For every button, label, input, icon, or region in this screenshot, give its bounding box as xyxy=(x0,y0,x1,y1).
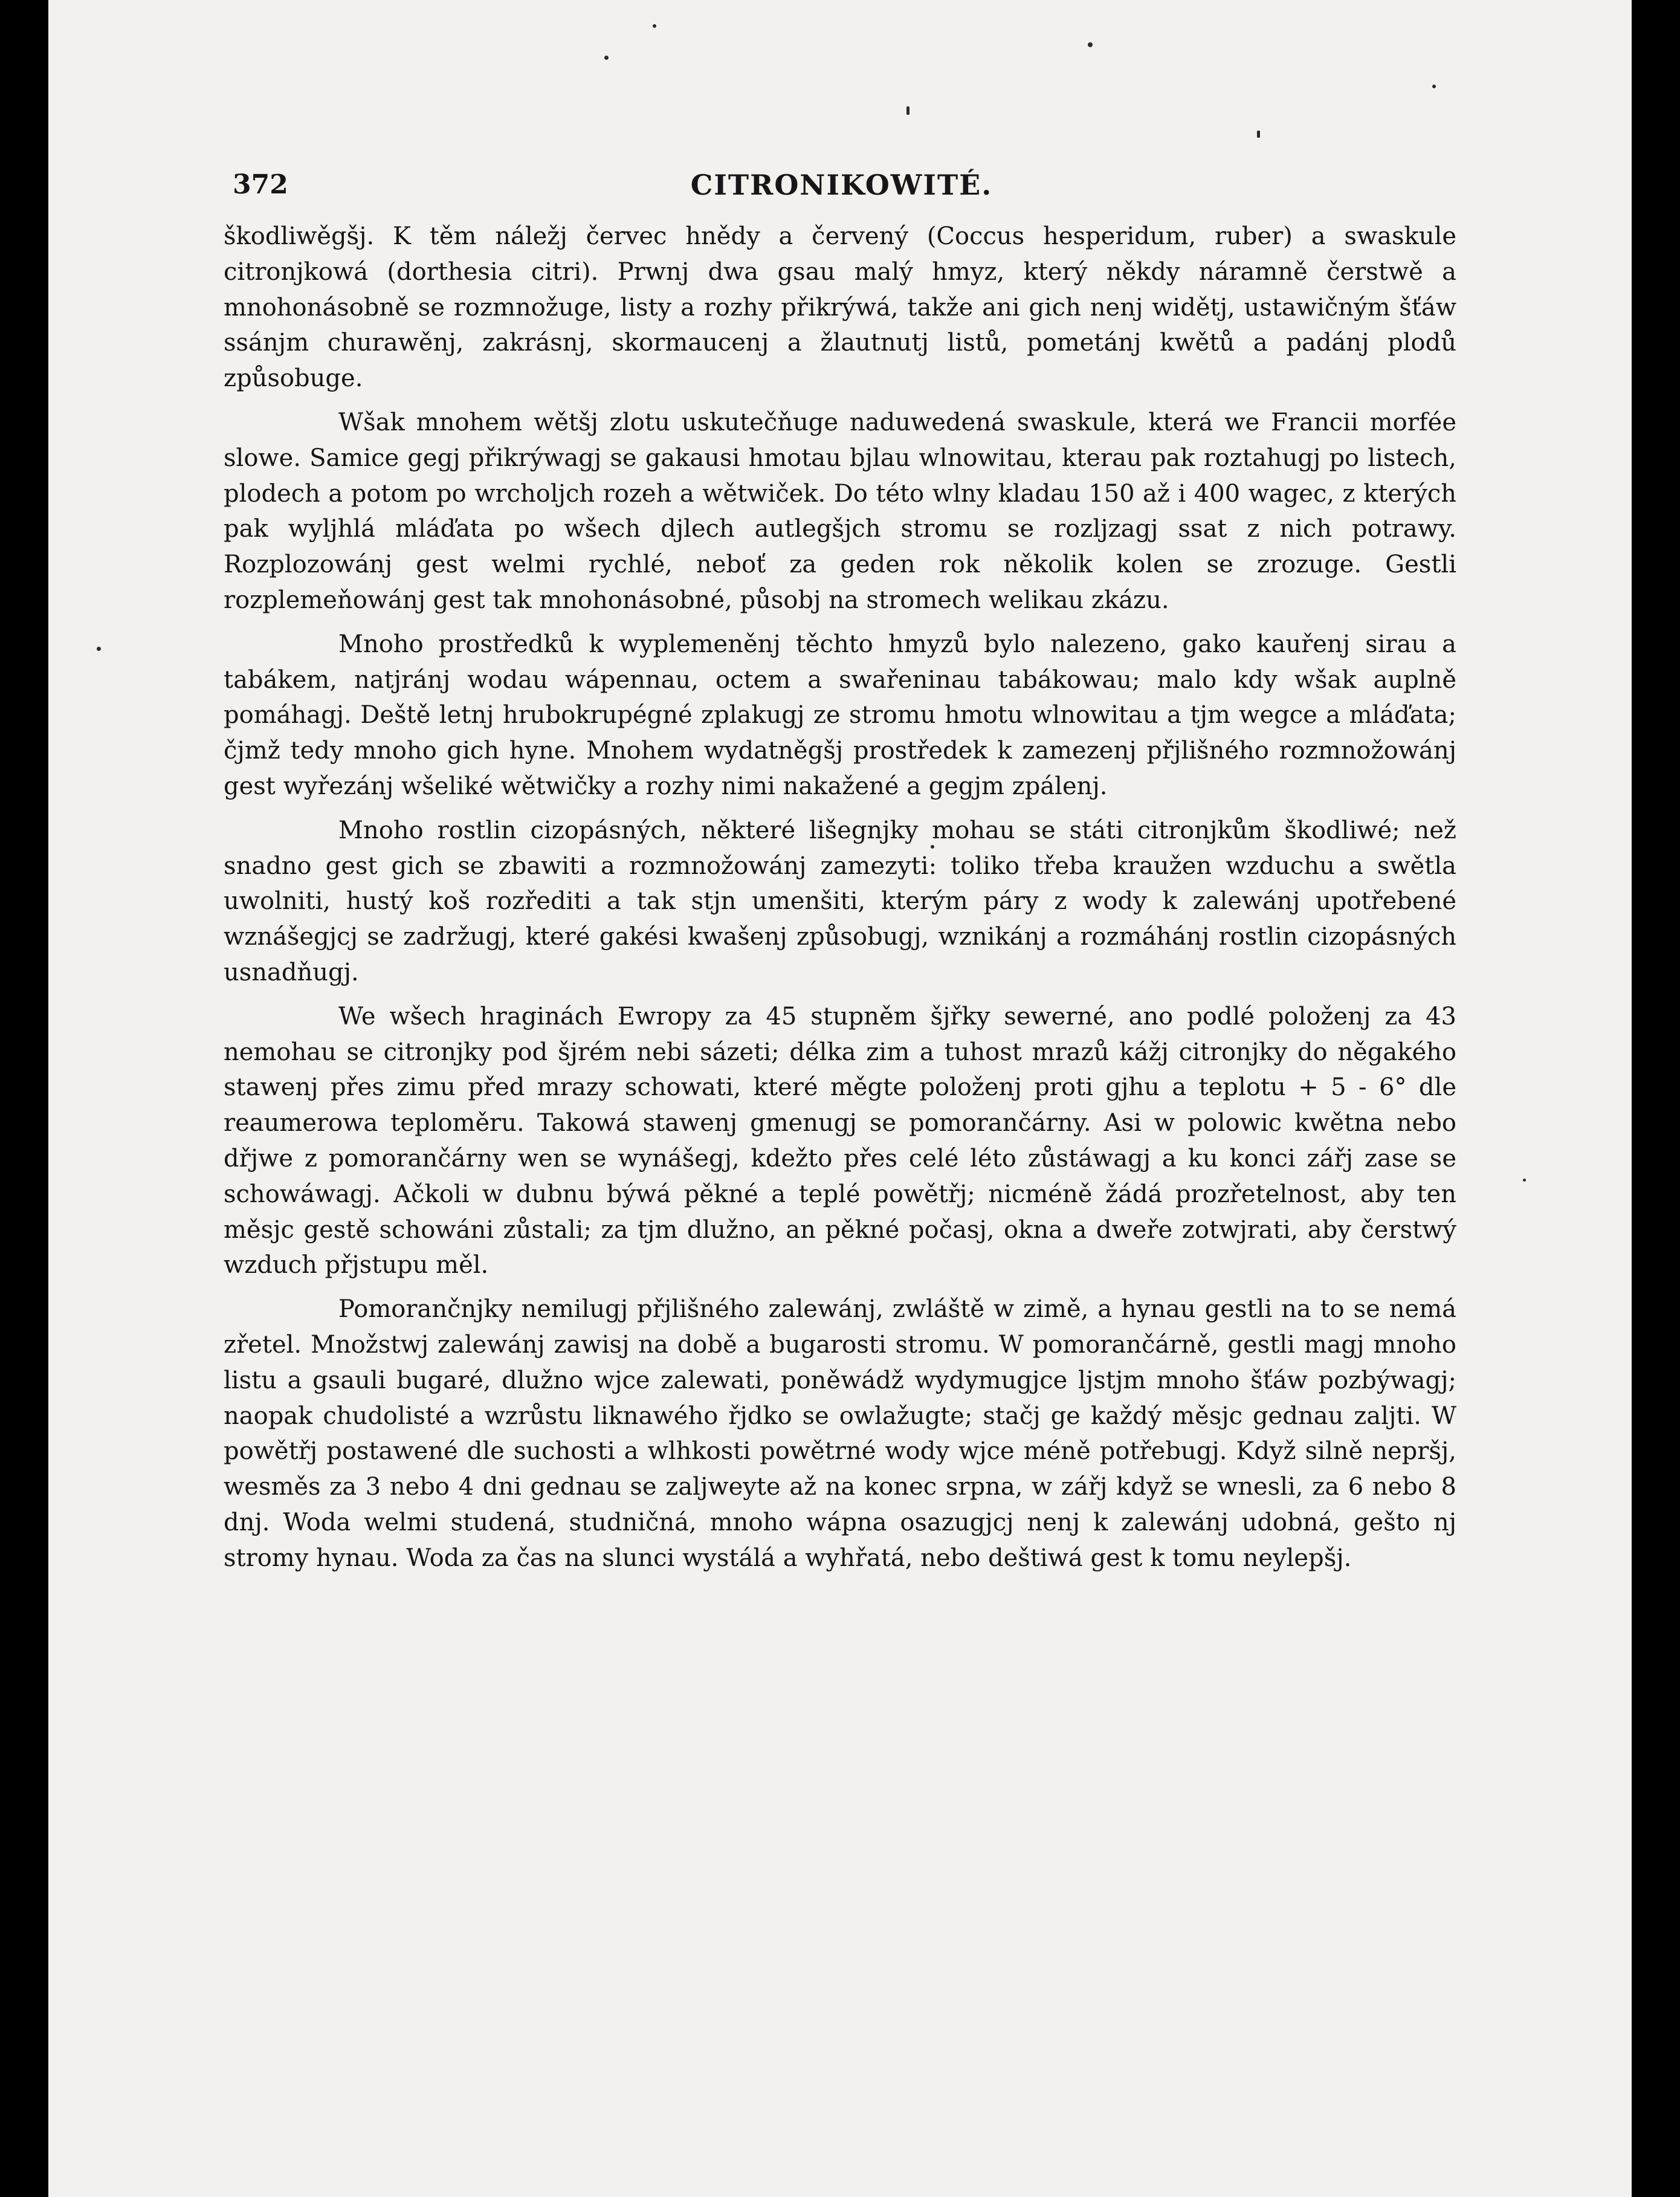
ink-speck xyxy=(1523,1179,1526,1182)
ink-speck xyxy=(97,647,101,651)
paragraph-remedies: Mnoho prostředků k wyplemeněnj těchto hmyzů bylo nalezeno, gako kauřenj sirau a tabákem, natjránj wodau wápennau, octem a swařeninau tabákowau; malo kdy wšak auplně pomáhagj. Deště letnj hrubokrupégné zplakugj ze stromu hmotu wlnowitau a tjm wegce a mláďata; čjmž tedy mnoho gich hyne. Mnohem wydatněgšj prostředek k zamezenj přjlišného rozmnožowánj gest wyřezánj wšeliké wětwičky a rozhy nimi nakažené a gegjm zpálenj. xyxy=(224,630,1456,800)
page-number: 372 xyxy=(233,169,288,200)
paragraph-orangery: We wšech hraginách Ewropy za 45 stupněm šjřky sewerné, ano podlé položenj za 43 nemohau se citronjky pod šjrém nebi sázeti; délka zim a tuhost mrazů kážj citronjky do něgakého stawenj přes zimu před mrazy schowati, které měgte položenj proti gjhu a teplotu + 5 - 6° dle reaumerowa teploměru. Takowá stawenj gmenugj se pomorančárny. Asi w polowic kwětna nebo dřjwe z pomorančárny wen se wynášegj, kdežto přes celé léto zůstáwagj a ku konci zářj zase se schowáwagj. Ačkoli w dubnu býwá pěkné a teplé powětřj; nicméně žádá prozřetelnost, aby ten měsjc gestě schowáni zůstali; za tjm dlužno, an pěkné počasj, okna a dweře zotwjrati, aby čerstwý wzduch přjstupu měl. xyxy=(224,1002,1456,1280)
body-text xyxy=(224,219,1456,1584)
paragraph-parasitic-plants: Mnoho rostlin cizopásných, některé lišegnjky mohau se státi citronjkům škodliwé; než snadno gest gich se zbawiti a rozmnožowánj zamezyti: toliko třeba kraužen wzduchu a swětla uwolniti, hustý koš rozřediti a tak stjn umenšiti, kterým páry z wody k zalewánj upotřebené wznášegjcj se zadržugj, které gakési kwašenj způsobugj, wznikánj a rozmáhánj rostlin cizopásných usnadňugj. xyxy=(224,816,1456,986)
page-header xyxy=(233,161,1450,209)
running-title: CITRONIKOWITÉ. xyxy=(690,169,993,201)
paragraph-morfee: Wšak mnohem wětšj zlotu uskutečňuge naduwedená swaskule, která we Francii morfée slowe. Samice gegj přikrýwagj se gakausi hmotau bjlau wlnowitau, kterau pak roztahugj po listech, plodech a potom po wrcholjch rozeh a wětwiček. Do této wlny kladau 150 až i 400 wagec, z kterých pak wyljhlá mláďata po wšech djlech autlegšjch stromu se rozljzagj ssat z nich potrawy. Rozplozowánj gest welmi rychlé, neboť za geden rok několik kolen se zrozuge. Gestli rozplemeňowánj gest tak mnohonásobné, působj na stromech welikau zkázu. xyxy=(224,408,1456,614)
ink-speck xyxy=(604,56,609,60)
ink-speck xyxy=(1088,42,1093,47)
scanned-page xyxy=(48,0,1632,2197)
ink-speck xyxy=(1432,85,1436,88)
paragraph-watering: Pomorančnjky nemilugj přjlišného zalewánj, zwláště w zimě, a hynau gestli na to se nemá zřetel. Množstwj zalewánj zawisj na době a bugarosti stromu. W pomorančárně, gestli magj mnoho listu a gsauli bugaré, dlužno wjce zalewati, poněwádž wydymugjce ljstjm mnoho šťáw pozbýwagj; naopak chudolisté a wzrůstu liknawého řjdko se owlažugte; stačj ge každý měsjc gednau zaljti. W powětřj postawené dle suchosti a wlhkosti powětrné wody wjce méně potřebugj. Když silně nepršj, wesměs za 3 nebo 4 dni gednau se zaljweyte až na konec srpna, w zářj když se wnesli, za 6 nebo 8 dnj. Woda welmi studená, studničná, mnoho wápna osazugjcj nenj k zalewánj udobná, gešto nj stromy hynau. Woda za čas na slunci wystálá a wyhřatá, nebo deštiwá gest k tomu neylepšj. xyxy=(224,1295,1456,1572)
ink-speck xyxy=(653,24,656,28)
ink-speck xyxy=(906,106,909,115)
ink-speck xyxy=(1257,131,1260,138)
paragraph-continued: škodliwěgšj. K těm náležj červec hnědy a červený (Coccus hesperidum, ruber) a swaskule citronjkowá (dorthesia citri). Prwnj dwa gsau malý hmyz, který někdy náramně čerstwě a mnohonásobně se rozmnožuge, listy a rozhy přikrýwá, takže ani gich nenj widětj, ustawičným šťáw ssánjm churawěnj, zakrásnj, skormaucenj a žlautnutj listů, pometánj kwětů a padánj plodů způsobuge. xyxy=(224,222,1456,393)
